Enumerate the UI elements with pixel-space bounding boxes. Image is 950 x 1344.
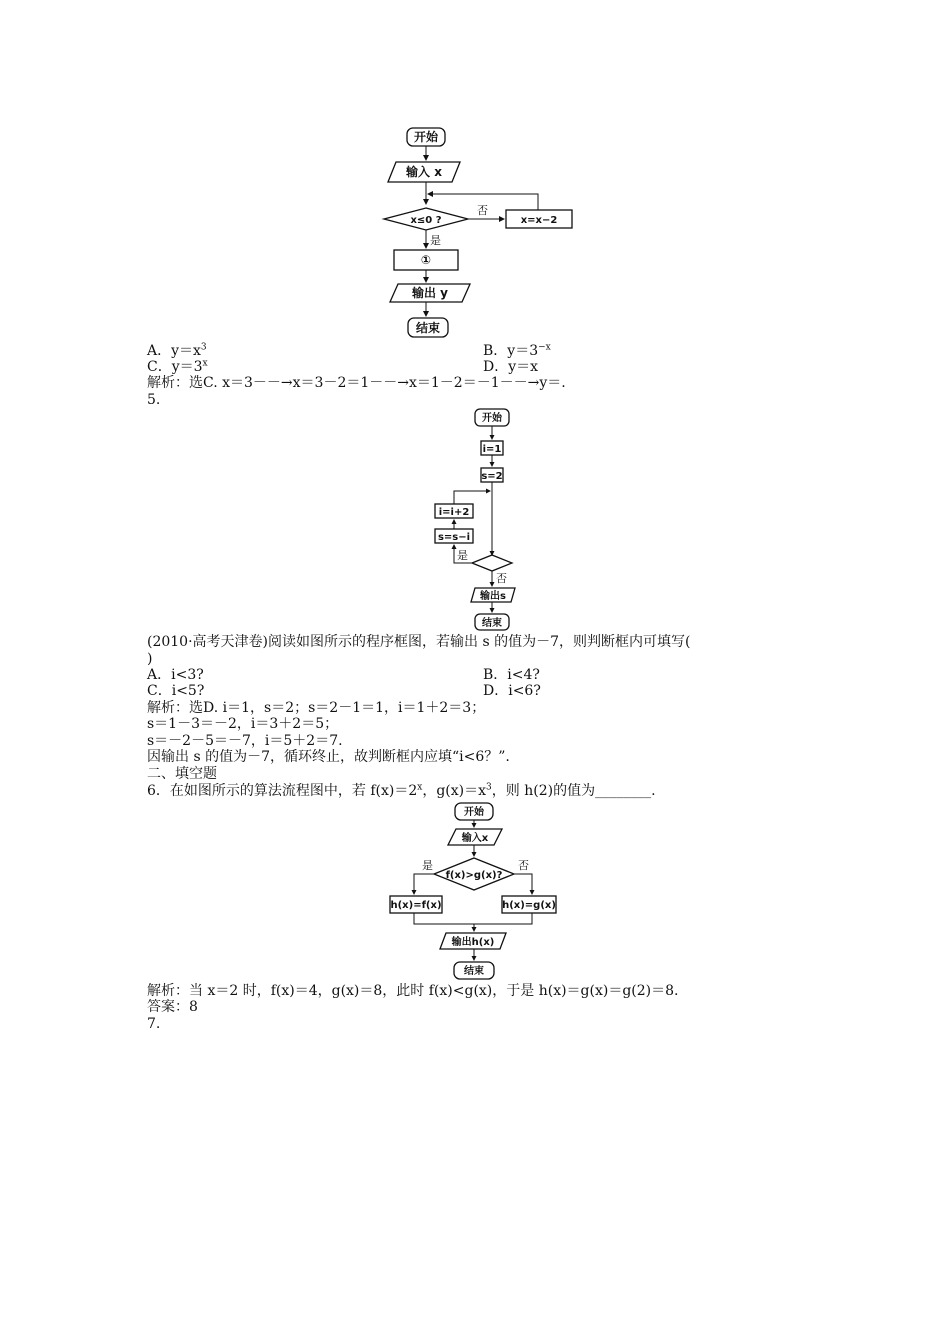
q6-answer: 答案：8 <box>147 999 198 1015</box>
flowchart-q4 <box>370 120 610 345</box>
q4-option-b: B．$y=3^{-x}$ <box>483 342 551 359</box>
q5-stem-line2: ) <box>147 651 153 667</box>
flowchart-q5 <box>425 405 535 633</box>
flow-condition-label: f(x)>g(x)? <box>445 870 503 881</box>
flowchart-q6 <box>380 800 570 982</box>
q5-option-b: B．i<4? <box>483 667 540 683</box>
q5-option-d: D．i<6? <box>483 683 541 699</box>
q6-stem: 6．在如图所示的算法流程图中，若 $f(x)=2^x$，$g(x)=x^3$，则 h(2)的值为________. <box>147 782 656 799</box>
flow-end-label: 结束 <box>415 321 441 335</box>
flow-condition-label: x≤0 ? <box>410 215 442 226</box>
flow-condition <box>472 555 512 571</box>
flow-init-s-label: s=2 <box>481 471 503 482</box>
flow-start-label: 开始 <box>482 413 502 424</box>
flow-no-label: 否 <box>518 859 529 872</box>
flow-input-label: 输入 x <box>406 165 442 179</box>
q4-solution: 解析：选C. x＝3－－→x＝3－2＝1－－→x＝1－2＝－1－－→y＝. <box>147 375 566 391</box>
flow-right-label: h(x)=g(x) <box>502 900 556 911</box>
q4-option-a: A．$y=x^3$ <box>147 342 207 359</box>
q4-option-c: C．$y=3^x$ <box>147 358 208 375</box>
flow-input-label: 输入x <box>461 833 489 844</box>
q5-option-a: A．i<3? <box>147 667 204 683</box>
section-heading: 二、填空题 <box>147 766 217 782</box>
flow-update-s-label: s=s−i <box>437 532 471 543</box>
q5-solution-3: s＝－2－5＝－7，i＝5＋2＝7. <box>147 733 343 749</box>
flow-output-label: 输出s <box>480 591 506 602</box>
flow-init-i-label: i=1 <box>482 444 502 455</box>
flow-blank-label: ① <box>420 253 432 267</box>
q5-solution-2: s＝1－3＝－2，i＝3＋2＝5； <box>147 716 339 732</box>
flow-start-label: 开始 <box>464 807 484 818</box>
flow-yes-label: 是 <box>430 234 441 247</box>
flow-end-label: 结束 <box>482 618 502 629</box>
flow-end-label: 结束 <box>464 966 484 977</box>
flow-output-label: 输出h(x) <box>451 937 495 948</box>
q5-stem-line1: (2010·高考天津卷)阅读如图所示的程序框图，若输出 s 的值为－7，则判断框内可填写( <box>147 634 691 650</box>
flow-update-label: x=x−2 <box>520 215 558 226</box>
flow-output-label: 输出 y <box>411 286 449 300</box>
flow-left-label: h(x)=f(x) <box>390 900 442 911</box>
flow-update-i-label: i=i+2 <box>438 507 470 518</box>
flow-start-label: 开始 <box>413 130 439 144</box>
q5-option-c: C．i<5? <box>147 683 205 699</box>
flow-yes-label: 是 <box>422 859 433 872</box>
q4-option-d: D．y＝x <box>483 359 539 375</box>
q6-solution: 解析：当 x＝2 时，f(x)＝4，g(x)＝8，此时 f(x)<g(x)，于是 h(x)＝g(x)＝g(2)＝8. <box>147 983 679 999</box>
q7-number: 7. <box>147 1016 161 1032</box>
q5-solution-4: 因输出 s 的值为－7，循环终止，故判断框内应填“i<6？”. <box>147 749 510 765</box>
q5-solution-1: 解析：选D. i＝1，s＝2；s＝2－1＝1，i＝1＋2＝3； <box>147 700 486 716</box>
flow-no-label: 否 <box>496 572 507 585</box>
flow-yes-label: 是 <box>457 549 468 562</box>
flow-no-label: 否 <box>477 204 488 217</box>
q5-number: 5. <box>147 392 161 408</box>
